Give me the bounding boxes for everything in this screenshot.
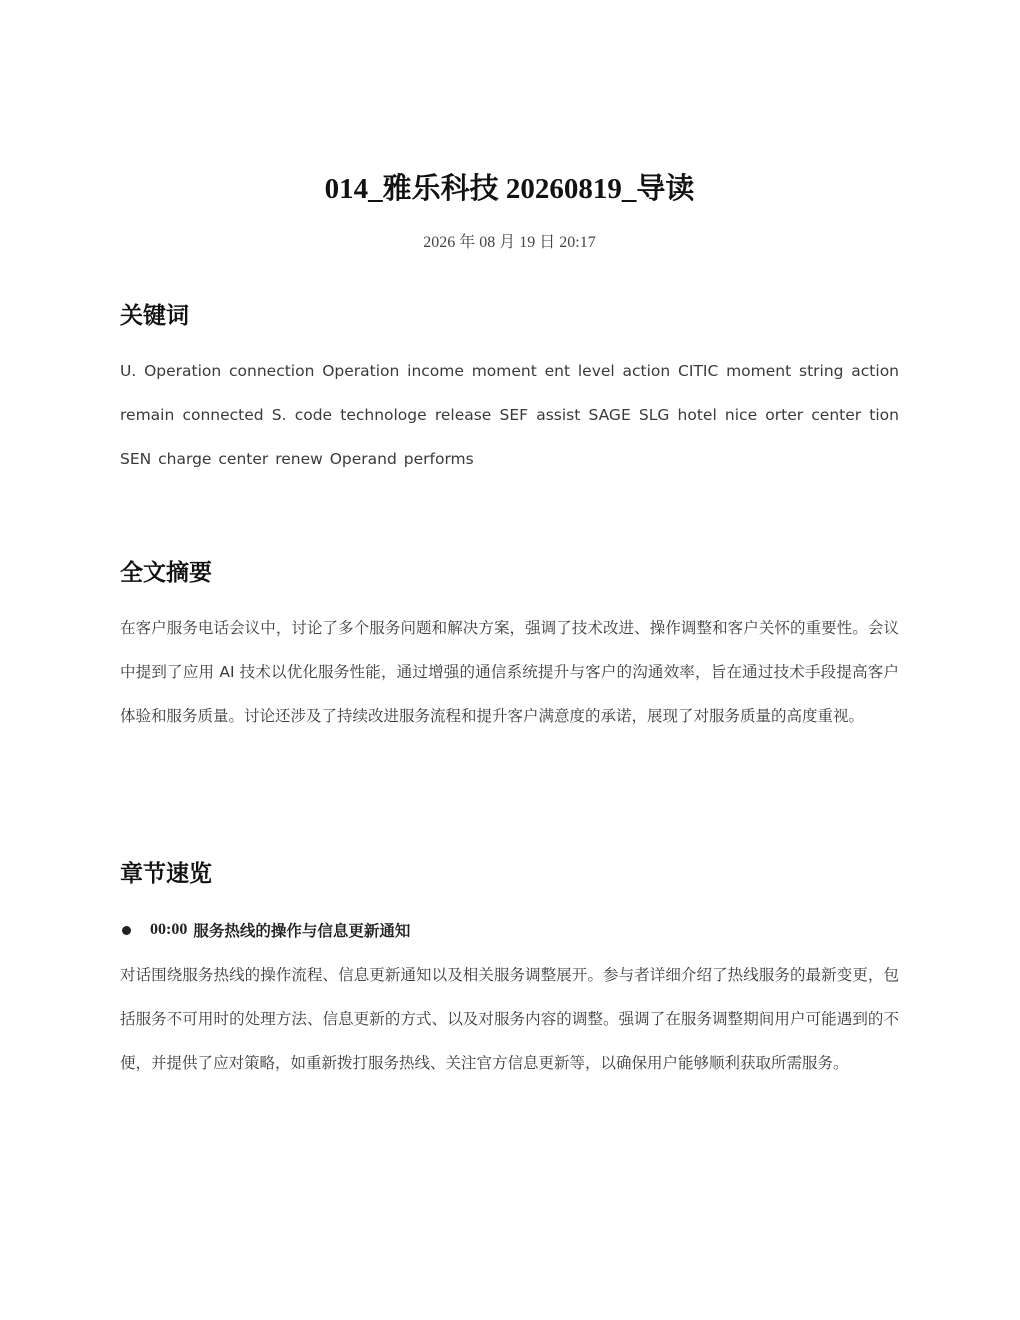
summary-text: 在客户服务电话会议中，讨论了多个服务问题和解决方案，强调了技术改进、操作调整和客户关怀的重要性。会议中提到了应用 AI 技术以优化服务性能，通过增强的通信系统提升与客户的沟通效率，旨在通过技术手段提高客户体验和服务质量。讨论还涉及了持续改进服务流程和提升客户满意度的承诺，展现了对服务质量的高度重视。 [120,619,899,725]
keywords-text: U. Operation connection Operation income moment ent level action CITIC moment string action remain connected S. code technologe release SEF assist SAGE SLG hotel nice orter center tion SEN charge center renew Operand performs [120,362,899,468]
bullet-icon [122,926,131,935]
chapter-timestamp: 00:00 [150,921,188,938]
chapter-list-item [120,916,899,944]
document-title: 014_雅乐科技 20260819_导读 [324,173,695,206]
keywords-heading: 关键词 [120,303,189,329]
document-date: 2026 年 08 月 19 日 20:17 [423,234,596,251]
chapters-heading: 章节速览 [120,861,212,887]
summary-heading: 全文摘要 [120,560,212,586]
chapter-title: 服务热线的操作与信息更新通知 [193,922,411,940]
chapter-summary-text: 对话围绕服务热线的操作流程、信息更新通知以及相关服务调整展开。参与者详细介绍了热线服务的最新变更，包括服务不可用时的处理方法、信息更新的方式、以及对服务内容的调整。强调了在服务调整期间用户可能遇到的不便，并提供了应对策略，如重新拨打服务热线、关注官方信息更新等，以确保用户能够顺利获取所需服务。 [120,966,899,1072]
